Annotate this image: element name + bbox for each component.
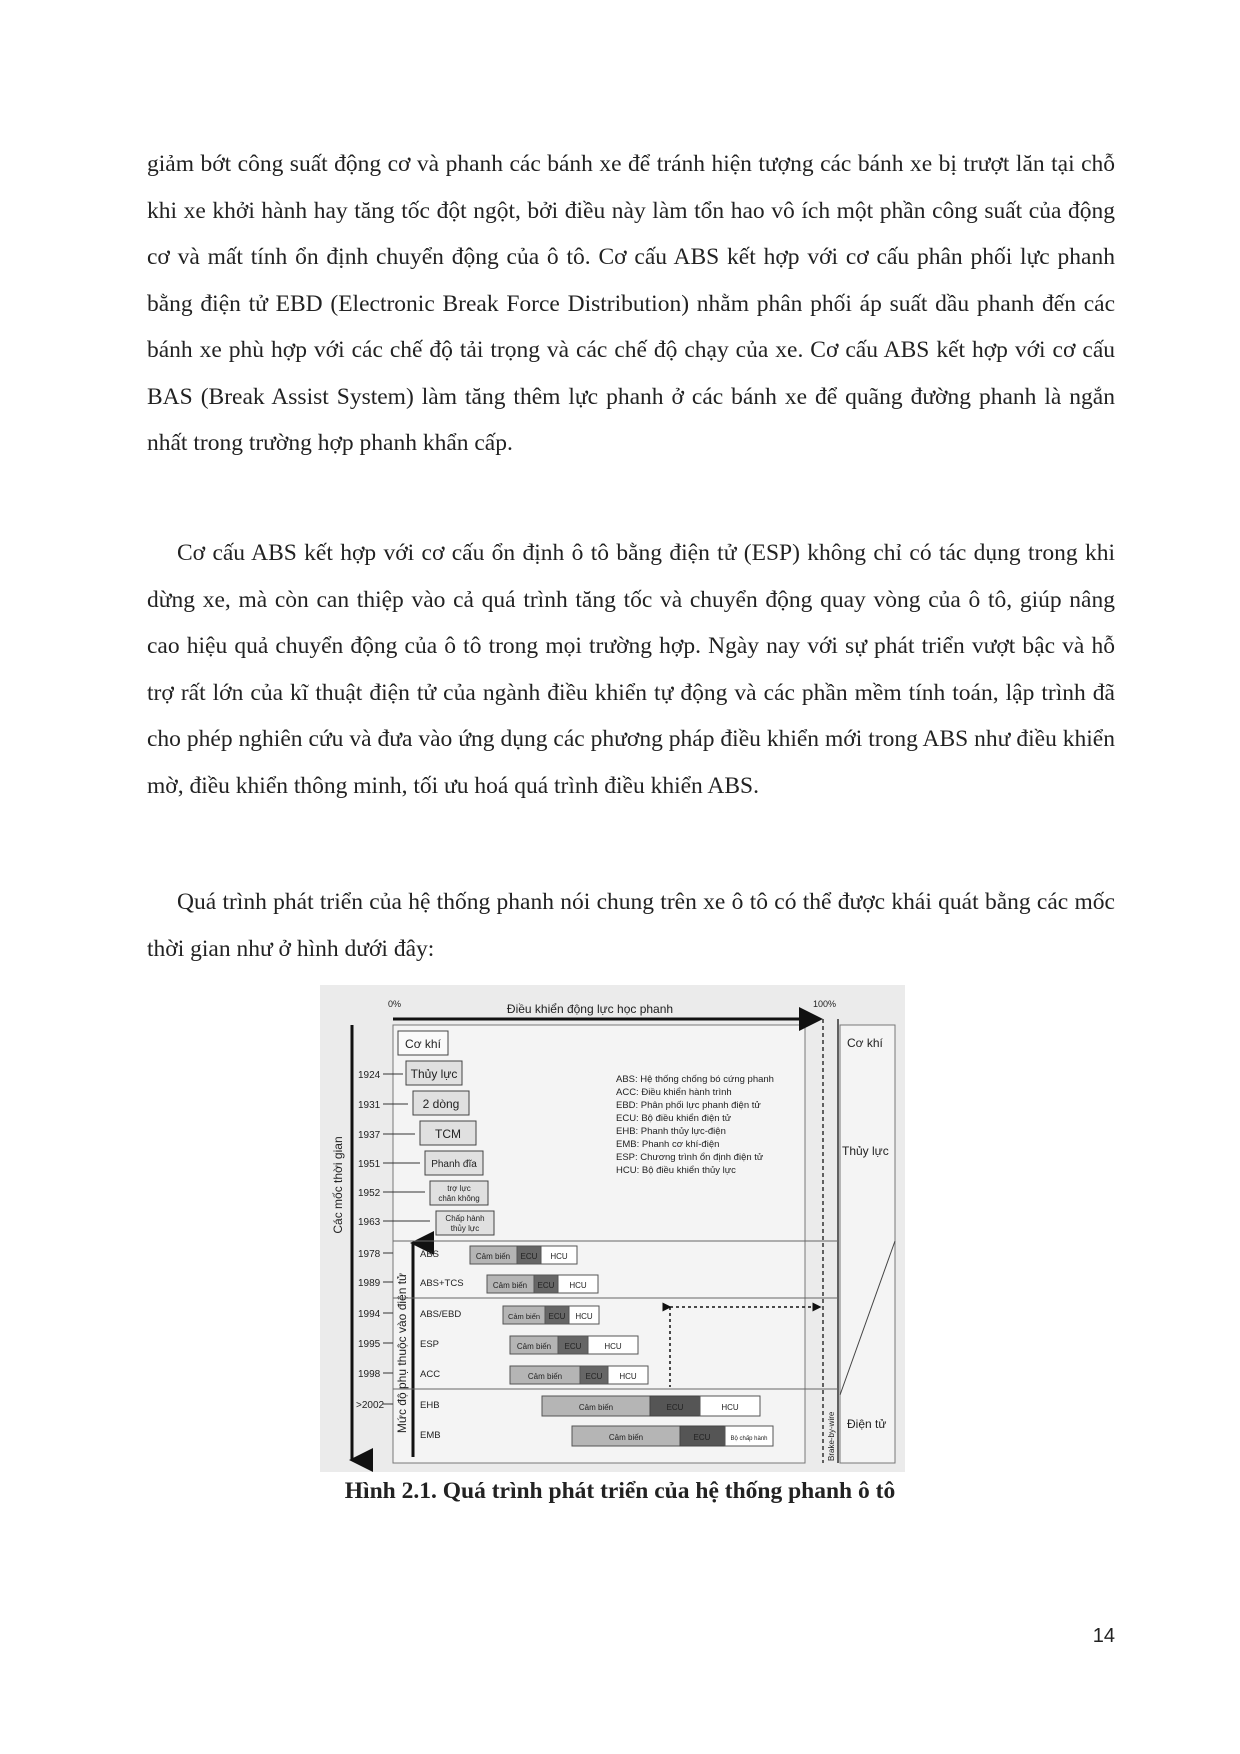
legend-ecu: ECU: Bộ điều khiển điện tử — [616, 1113, 732, 1124]
system-acc: ACC — [420, 1369, 441, 1380]
abs-tcs-hcu: HCU — [569, 1281, 587, 1290]
year-1994: 1994 — [358, 1309, 381, 1320]
brake-history-figure — [320, 985, 905, 1472]
emb-sensor: Cảm biến — [608, 1433, 644, 1442]
paragraph-2: Cơ cấu ABS kết hợp với cơ cấu ổn định ô tô bằng điện tử (ESP) không chỉ có tác dụng trong khi dừng xe, mà còn can thiệp vào cả quá trình tăng tốc và chuyển động quay vòng của ô tô, giúp nâng cao hiệu quả chuyển động của ô tô trong mọi trường hợp. Ngày nay với sự phát triển vượt bậc và hỗ trợ rất lớn của kĩ thuật điện tử của ngành điều khiển tự động và các phần mềm tính toán, lập trình đã cho phép nghiên cứu và đưa vào ứng dụng các phương pháp điều khiển mới trong ABS như điều khiển mờ, điều khiển thông minh, tối ưu hoá quá trình điều khiển ABS. — [147, 540, 1115, 799]
top-axis-end: 100% — [813, 999, 837, 1009]
box-tro-luc-1: trợ lực — [447, 1184, 471, 1193]
top-axis-label: Điều khiển động lực học phanh — [506, 1002, 674, 1016]
emb-ecu: ECU — [693, 1433, 711, 1442]
acc-ecu: ECU — [585, 1372, 603, 1381]
right-label-dien-tu: Điện tử — [847, 1417, 887, 1431]
year-1924: 1924 — [358, 1070, 381, 1081]
system-ehb: EHB — [420, 1400, 440, 1411]
abs-ebd-ecu: ECU — [548, 1312, 566, 1321]
paragraph-1: giảm bớt công suất động cơ và phanh các bánh xe để tránh hiện tượng các bánh xe bị trượt lăn tại chỗ khi xe khởi hành hay tăng tốc đột ngột, bởi điều này làm tổn hao vô ích một phần công suất của động cơ và mất tính ổn định chuyển động của ô tô. Cơ cấu ABS kết hợp với cơ cấu phân phối lực phanh bằng điện tử EBD (Electronic Break Force Distribution) nhằm phân phối áp suất dầu phanh đến các bánh xe phù hợp với các chế độ tải trọng và các chế độ chạy của xe. Cơ cấu ABS kết hợp với cơ cấu BAS (Break Assist System) làm tăng thêm lực phanh ở các bánh xe để quãng đường phanh là ngắn nhất trong trường hợp phanh khẩn cấp. — [147, 151, 1115, 456]
abs-tcs-sensor: Cảm biến — [492, 1281, 528, 1290]
abs-ebd-sensor: Cảm biến — [507, 1312, 541, 1321]
year-1931: 1931 — [358, 1100, 381, 1111]
ehb-ecu: ECU — [666, 1403, 684, 1412]
left-axis-label: Các mốc thời gian — [331, 1136, 345, 1234]
box-thuy-luc: Thủy lực — [410, 1067, 458, 1081]
box-2-dong: 2 dòng — [422, 1097, 460, 1111]
system-abs-tcs: ABS+TCS — [420, 1278, 464, 1289]
abs-hcu: HCU — [550, 1252, 568, 1261]
year-1995: 1995 — [358, 1339, 381, 1350]
esp-ecu: ECU — [564, 1342, 582, 1351]
legend-esp: ESP: Chương trình ổn định điện tử — [616, 1152, 764, 1163]
year-1952: 1952 — [358, 1188, 381, 1199]
figure-caption: Hình 2.1. Quá trình phát triển của hệ thống phanh ô tô — [344, 1478, 896, 1504]
brake-history-diagram — [320, 985, 905, 1472]
esp-hcu: HCU — [604, 1342, 622, 1351]
esp-sensor: Cảm biến — [516, 1342, 552, 1351]
year-1937: 1937 — [358, 1130, 381, 1141]
year-1989: 1989 — [358, 1278, 381, 1289]
ehb-hcu: HCU — [721, 1403, 739, 1412]
abs-ecu: ECU — [520, 1252, 538, 1261]
abs-tcs-ecu: ECU — [537, 1281, 555, 1290]
abs-sensor: Cảm biến — [475, 1252, 511, 1261]
legend-emb: EMB: Phanh cơ khí-điện — [616, 1139, 720, 1150]
legend-hcu: HCU: Bộ điều khiển thủy lực — [616, 1165, 736, 1176]
top-axis-start: 0% — [388, 999, 402, 1009]
box-chap-hanh-2: thủy lực — [450, 1224, 480, 1233]
system-abs-ebd: ABS/EBD — [420, 1309, 462, 1320]
box-chap-hanh-1: Chấp hành — [445, 1214, 485, 1223]
year-2002: >2002 — [356, 1400, 385, 1411]
year-1951: 1951 — [358, 1159, 381, 1170]
inner-axis-label: Mức độ phụ thuộc vào điện tử — [395, 1272, 409, 1434]
paragraph-3: Quá trình phát triển của hệ thống phanh nói chung trên xe ô tô có thể được khái quát bằng các mốc thời gian như ở hình dưới đây: — [147, 889, 1115, 962]
emb-actuator: Bộ chấp hành — [730, 1436, 768, 1442]
box-tcm: TCM — [435, 1127, 461, 1141]
year-1963: 1963 — [358, 1217, 381, 1228]
brake-by-wire-label: Brake-by-wire — [827, 1411, 836, 1461]
legend-ebd: EBD: Phân phối lực phanh điện tử — [616, 1100, 761, 1111]
system-esp: ESP — [420, 1339, 440, 1350]
system-abs: ABS — [420, 1249, 440, 1260]
legend-acc: ACC: Điều khiển hành trình — [616, 1087, 732, 1098]
right-label-co-khi: Cơ khí — [847, 1036, 883, 1050]
acc-hcu: HCU — [619, 1372, 637, 1381]
legend-ehb: EHB: Phanh thủy lực-điện — [616, 1126, 726, 1137]
box-co-khi: Cơ khí — [405, 1037, 441, 1051]
year-1978: 1978 — [358, 1249, 381, 1260]
ehb-sensor: Cảm biến — [578, 1403, 614, 1412]
box-phanh-dia: Phanh đĩa — [431, 1159, 477, 1170]
legend-abs: ABS: Hệ thống chống bó cứng phanh — [616, 1074, 774, 1085]
acc-sensor: Cảm biến — [527, 1372, 563, 1381]
system-emb: EMB — [420, 1430, 441, 1441]
box-tro-luc-2: chân không — [438, 1194, 480, 1203]
abs-ebd-hcu: HCU — [575, 1312, 593, 1321]
year-1998: 1998 — [358, 1369, 381, 1380]
page-number: 14 — [1092, 1625, 1115, 1647]
right-label-thuy-luc: Thủy lực — [842, 1144, 889, 1158]
